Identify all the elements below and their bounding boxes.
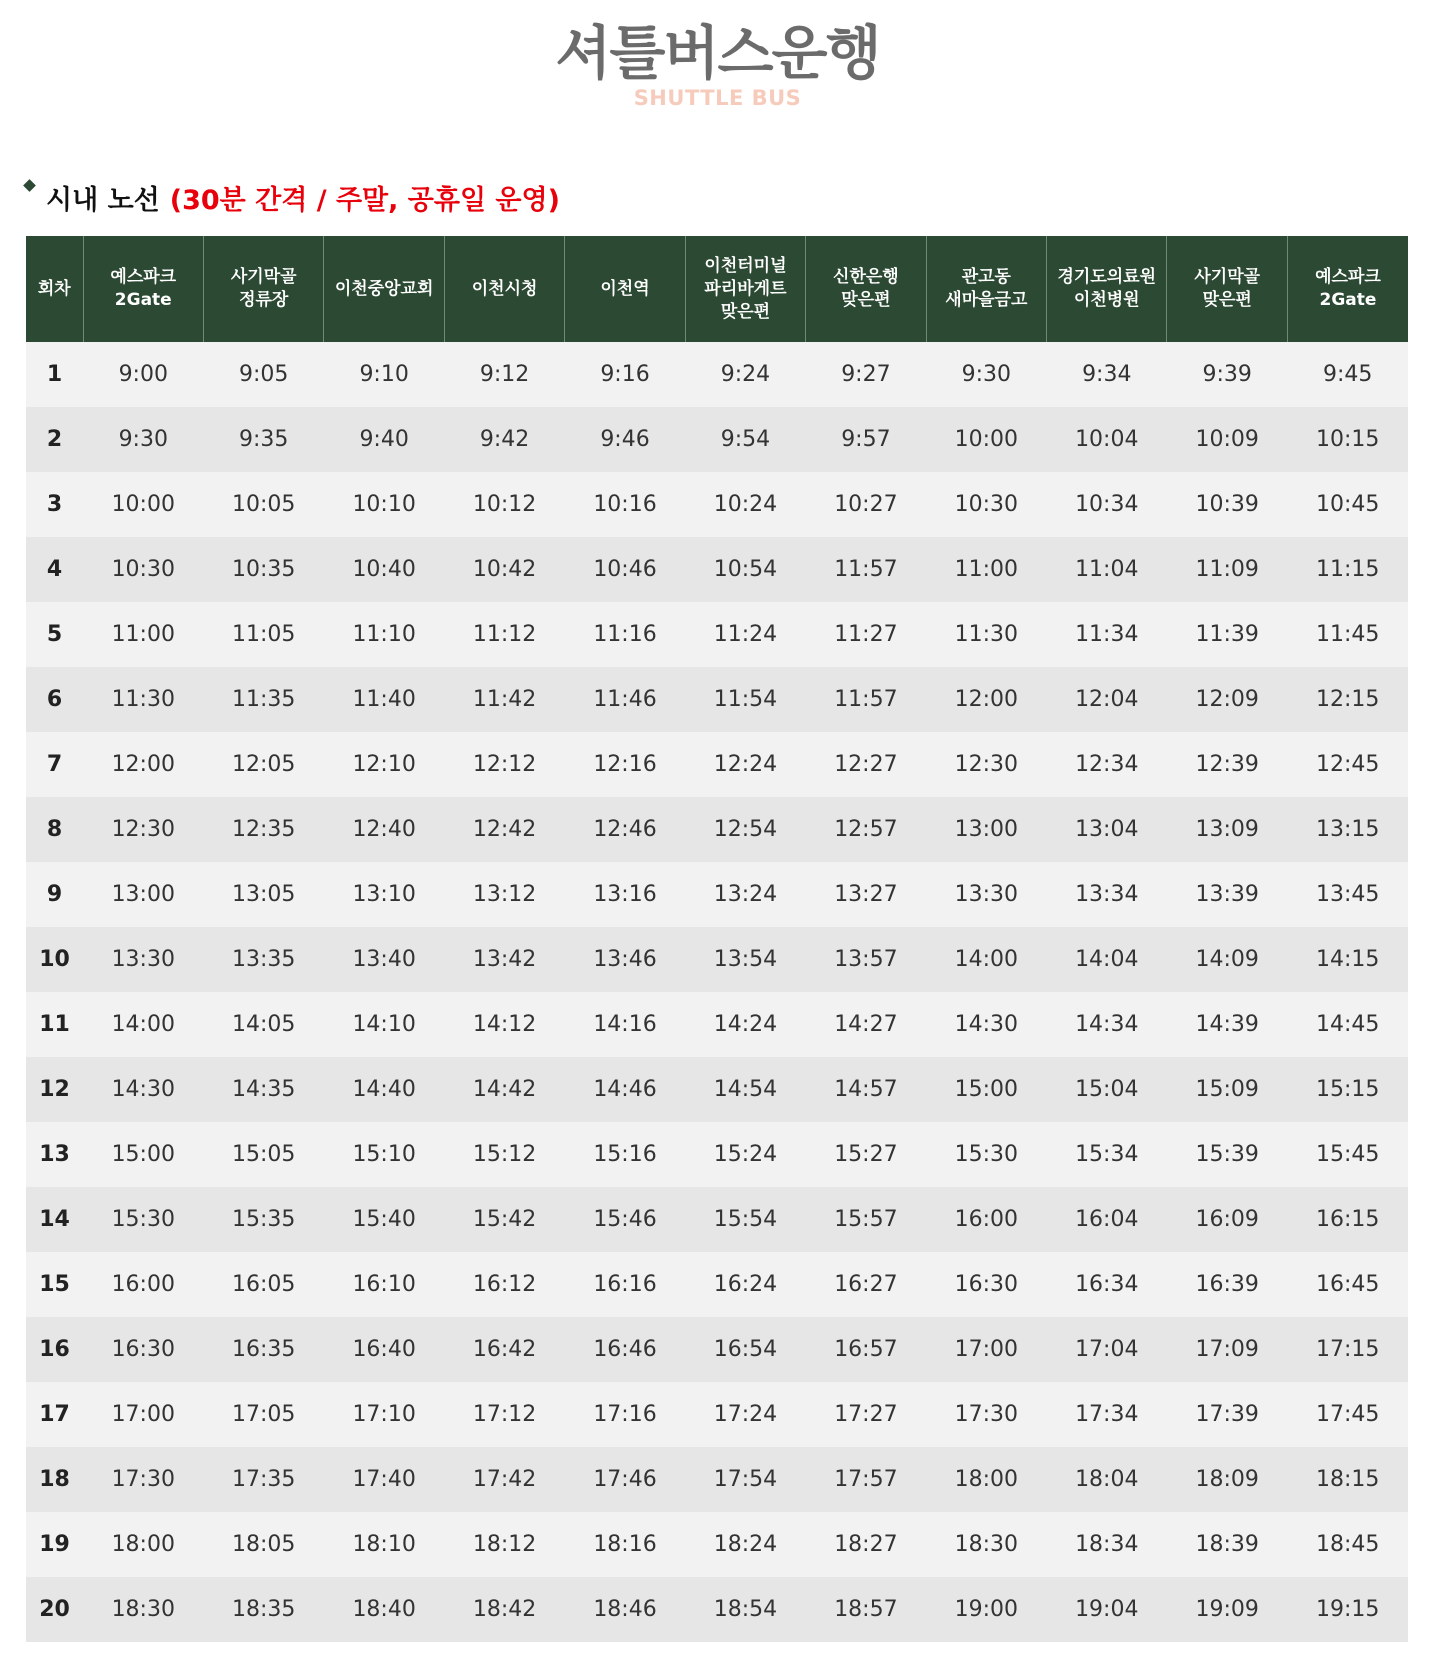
departure-time-cell: 13:54 <box>685 927 805 992</box>
departure-time-cell: 13:46 <box>565 927 685 992</box>
run-number-cell: 16 <box>26 1317 83 1382</box>
departure-time-cell: 18:15 <box>1287 1447 1408 1512</box>
departure-time-cell: 9:00 <box>83 342 203 407</box>
departure-time-cell: 18:09 <box>1167 1447 1287 1512</box>
departure-time-cell: 12:30 <box>83 797 203 862</box>
departure-time-cell: 12:57 <box>806 797 926 862</box>
departure-time-cell: 12:35 <box>203 797 323 862</box>
table-row <box>26 1447 1408 1512</box>
departure-time-cell: 9:30 <box>83 407 203 472</box>
departure-time-cell: 12:00 <box>83 732 203 797</box>
departure-time-cell: 16:30 <box>926 1252 1046 1317</box>
departure-time-cell: 17:12 <box>444 1382 564 1447</box>
column-header-stop: 경기도의료원 이천병원 <box>1047 236 1167 342</box>
run-number-cell: 9 <box>26 862 83 927</box>
page-title: 셔틀버스운행 <box>555 19 880 87</box>
departure-time-cell: 14:24 <box>685 992 805 1057</box>
departure-time-cell: 16:46 <box>565 1317 685 1382</box>
departure-time-cell: 17:10 <box>324 1382 444 1447</box>
departure-time-cell: 11:05 <box>203 602 323 667</box>
table-row <box>26 1382 1408 1447</box>
departure-time-cell: 16:34 <box>1047 1252 1167 1317</box>
run-number-cell: 7 <box>26 732 83 797</box>
departure-time-cell: 18:04 <box>1047 1447 1167 1512</box>
departure-time-cell: 9:12 <box>444 342 564 407</box>
run-number-cell: 3 <box>26 472 83 537</box>
departure-time-cell: 17:46 <box>565 1447 685 1512</box>
departure-time-cell: 12:40 <box>324 797 444 862</box>
departure-time-cell: 17:00 <box>83 1382 203 1447</box>
table-row <box>26 1057 1408 1122</box>
departure-time-cell: 13:40 <box>324 927 444 992</box>
departure-time-cell: 16:35 <box>203 1317 323 1382</box>
departure-time-cell: 16:54 <box>685 1317 805 1382</box>
departure-time-cell: 12:00 <box>926 667 1046 732</box>
departure-time-cell: 11:57 <box>806 667 926 732</box>
departure-time-cell: 13:16 <box>565 862 685 927</box>
departure-time-cell: 13:15 <box>1287 797 1408 862</box>
departure-time-cell: 18:46 <box>565 1577 685 1642</box>
departure-time-cell: 11:34 <box>1047 602 1167 667</box>
departure-time-cell: 9:54 <box>685 407 805 472</box>
departure-time-cell: 9:05 <box>203 342 323 407</box>
departure-time-cell: 12:46 <box>565 797 685 862</box>
departure-time-cell: 9:16 <box>565 342 685 407</box>
departure-time-cell: 11:00 <box>83 602 203 667</box>
departure-time-cell: 16:57 <box>806 1317 926 1382</box>
departure-time-cell: 10:00 <box>926 407 1046 472</box>
departure-time-cell: 15:09 <box>1167 1057 1287 1122</box>
departure-time-cell: 10:40 <box>324 537 444 602</box>
departure-time-cell: 14:00 <box>926 927 1046 992</box>
departure-time-cell: 17:30 <box>83 1447 203 1512</box>
departure-time-cell: 18:16 <box>565 1512 685 1577</box>
run-number-cell: 19 <box>26 1512 83 1577</box>
run-number-cell: 11 <box>26 992 83 1057</box>
table-header-row <box>26 236 1408 342</box>
departure-time-cell: 13:04 <box>1047 797 1167 862</box>
page-subtitle: SHUTTLE BUS <box>633 86 802 110</box>
departure-time-cell: 15:16 <box>565 1122 685 1187</box>
departure-time-cell: 18:27 <box>806 1512 926 1577</box>
departure-time-cell: 17:39 <box>1167 1382 1287 1447</box>
departure-time-cell: 10:54 <box>685 537 805 602</box>
departure-time-cell: 10:09 <box>1167 407 1287 472</box>
departure-time-cell: 15:00 <box>83 1122 203 1187</box>
table-row <box>26 667 1408 732</box>
departure-time-cell: 16:10 <box>324 1252 444 1317</box>
departure-time-cell: 11:45 <box>1287 602 1408 667</box>
column-header-stop: 신한은행 맞은편 <box>806 236 926 342</box>
departure-time-cell: 16:27 <box>806 1252 926 1317</box>
departure-time-cell: 14:45 <box>1287 992 1408 1057</box>
table-row <box>26 1122 1408 1187</box>
departure-time-cell: 15:42 <box>444 1187 564 1252</box>
departure-time-cell: 11:30 <box>926 602 1046 667</box>
departure-time-cell: 18:12 <box>444 1512 564 1577</box>
departure-time-cell: 10:15 <box>1287 407 1408 472</box>
departure-time-cell: 11:09 <box>1167 537 1287 602</box>
departure-time-cell: 11:54 <box>685 667 805 732</box>
departure-time-cell: 15:15 <box>1287 1057 1408 1122</box>
departure-time-cell: 17:34 <box>1047 1382 1167 1447</box>
departure-time-cell: 12:10 <box>324 732 444 797</box>
departure-time-cell: 15:54 <box>685 1187 805 1252</box>
table-row <box>26 537 1408 602</box>
section-title: 시내 노선 <box>46 185 160 216</box>
column-header-stop: 예스파크 2Gate <box>1287 236 1408 342</box>
departure-time-cell: 12:24 <box>685 732 805 797</box>
departure-time-cell: 12:09 <box>1167 667 1287 732</box>
departure-time-cell: 18:05 <box>203 1512 323 1577</box>
table-row <box>26 1512 1408 1577</box>
departure-time-cell: 9:42 <box>444 407 564 472</box>
departure-time-cell: 9:46 <box>565 407 685 472</box>
departure-time-cell: 13:57 <box>806 927 926 992</box>
departure-time-cell: 18:24 <box>685 1512 805 1577</box>
table-row <box>26 1317 1408 1382</box>
departure-time-cell: 14:34 <box>1047 992 1167 1057</box>
departure-time-cell: 19:15 <box>1287 1577 1408 1642</box>
departure-time-cell: 15:30 <box>926 1122 1046 1187</box>
departure-time-cell: 18:40 <box>324 1577 444 1642</box>
table-row <box>26 797 1408 862</box>
departure-time-cell: 11:16 <box>565 602 685 667</box>
departure-time-cell: 15:45 <box>1287 1122 1408 1187</box>
departure-time-cell: 12:45 <box>1287 732 1408 797</box>
run-number-cell: 18 <box>26 1447 83 1512</box>
departure-time-cell: 17:42 <box>444 1447 564 1512</box>
departure-time-cell: 13:30 <box>83 927 203 992</box>
departure-time-cell: 17:57 <box>806 1447 926 1512</box>
departure-time-cell: 15:57 <box>806 1187 926 1252</box>
departure-time-cell: 15:10 <box>324 1122 444 1187</box>
departure-time-cell: 10:42 <box>444 537 564 602</box>
departure-time-cell: 12:27 <box>806 732 926 797</box>
departure-time-cell: 14:30 <box>926 992 1046 1057</box>
departure-time-cell: 12:16 <box>565 732 685 797</box>
departure-time-cell: 13:34 <box>1047 862 1167 927</box>
departure-time-cell: 12:05 <box>203 732 323 797</box>
departure-time-cell: 15:27 <box>806 1122 926 1187</box>
column-header-stop: 사기막골 정류장 <box>203 236 323 342</box>
departure-time-cell: 11:46 <box>565 667 685 732</box>
column-header-stop: 이천터미널 파리바게트 맞은편 <box>685 236 805 342</box>
departure-time-cell: 14:10 <box>324 992 444 1057</box>
departure-time-cell: 13:00 <box>83 862 203 927</box>
departure-time-cell: 13:12 <box>444 862 564 927</box>
departure-time-cell: 13:42 <box>444 927 564 992</box>
departure-time-cell: 10:46 <box>565 537 685 602</box>
run-number-cell: 17 <box>26 1382 83 1447</box>
diamond-bullet-icon <box>23 179 36 192</box>
departure-time-cell: 17:30 <box>926 1382 1046 1447</box>
departure-time-cell: 16:09 <box>1167 1187 1287 1252</box>
departure-time-cell: 18:30 <box>926 1512 1046 1577</box>
departure-time-cell: 12:30 <box>926 732 1046 797</box>
departure-time-cell: 18:30 <box>83 1577 203 1642</box>
table-row <box>26 407 1408 472</box>
departure-time-cell: 12:15 <box>1287 667 1408 732</box>
departure-time-cell: 12:39 <box>1167 732 1287 797</box>
departure-time-cell: 16:04 <box>1047 1187 1167 1252</box>
departure-time-cell: 11:40 <box>324 667 444 732</box>
departure-time-cell: 16:24 <box>685 1252 805 1317</box>
departure-time-cell: 13:05 <box>203 862 323 927</box>
departure-time-cell: 12:54 <box>685 797 805 862</box>
departure-time-cell: 14:42 <box>444 1057 564 1122</box>
table-row <box>26 732 1408 797</box>
departure-time-cell: 13:39 <box>1167 862 1287 927</box>
run-number-cell: 14 <box>26 1187 83 1252</box>
departure-time-cell: 10:00 <box>83 472 203 537</box>
departure-time-cell: 15:30 <box>83 1187 203 1252</box>
departure-time-cell: 18:45 <box>1287 1512 1408 1577</box>
departure-time-cell: 18:10 <box>324 1512 444 1577</box>
departure-time-cell: 11:04 <box>1047 537 1167 602</box>
departure-time-cell: 12:12 <box>444 732 564 797</box>
departure-time-cell: 15:35 <box>203 1187 323 1252</box>
departure-time-cell: 16:12 <box>444 1252 564 1317</box>
table-row <box>26 927 1408 992</box>
departure-time-cell: 15:24 <box>685 1122 805 1187</box>
departure-time-cell: 16:00 <box>83 1252 203 1317</box>
departure-time-cell: 15:40 <box>324 1187 444 1252</box>
departure-time-cell: 9:27 <box>806 342 926 407</box>
departure-time-cell: 17:40 <box>324 1447 444 1512</box>
departure-time-cell: 10:24 <box>685 472 805 537</box>
run-number-cell: 15 <box>26 1252 83 1317</box>
departure-time-cell: 17:15 <box>1287 1317 1408 1382</box>
departure-time-cell: 17:27 <box>806 1382 926 1447</box>
shuttle-timetable <box>26 236 1408 1642</box>
departure-time-cell: 9:39 <box>1167 342 1287 407</box>
departure-time-cell: 16:15 <box>1287 1187 1408 1252</box>
run-number-cell: 2 <box>26 407 83 472</box>
departure-time-cell: 9:34 <box>1047 342 1167 407</box>
departure-time-cell: 16:16 <box>565 1252 685 1317</box>
column-header-stop: 이천역 <box>565 236 685 342</box>
departure-time-cell: 10:30 <box>83 537 203 602</box>
departure-time-cell: 9:40 <box>324 407 444 472</box>
departure-time-cell: 14:35 <box>203 1057 323 1122</box>
column-header-run: 회차 <box>26 236 83 342</box>
departure-time-cell: 14:09 <box>1167 927 1287 992</box>
departure-time-cell: 17:05 <box>203 1382 323 1447</box>
departure-time-cell: 14:12 <box>444 992 564 1057</box>
departure-time-cell: 18:42 <box>444 1577 564 1642</box>
departure-time-cell: 10:30 <box>926 472 1046 537</box>
column-header-stop: 이천중앙교회 <box>324 236 444 342</box>
departure-time-cell: 13:30 <box>926 862 1046 927</box>
departure-time-cell: 16:42 <box>444 1317 564 1382</box>
departure-time-cell: 11:15 <box>1287 537 1408 602</box>
departure-time-cell: 11:00 <box>926 537 1046 602</box>
table-row <box>26 1252 1408 1317</box>
departure-time-cell: 11:57 <box>806 537 926 602</box>
departure-time-cell: 11:39 <box>1167 602 1287 667</box>
departure-time-cell: 18:00 <box>926 1447 1046 1512</box>
departure-time-cell: 13:10 <box>324 862 444 927</box>
departure-time-cell: 9:30 <box>926 342 1046 407</box>
section-heading <box>25 178 560 217</box>
departure-time-cell: 16:00 <box>926 1187 1046 1252</box>
departure-time-cell: 11:12 <box>444 602 564 667</box>
departure-time-cell: 14:54 <box>685 1057 805 1122</box>
departure-time-cell: 9:10 <box>324 342 444 407</box>
departure-time-cell: 18:35 <box>203 1577 323 1642</box>
departure-time-cell: 11:10 <box>324 602 444 667</box>
departure-time-cell: 13:27 <box>806 862 926 927</box>
table-row <box>26 342 1408 407</box>
table-row <box>26 992 1408 1057</box>
departure-time-cell: 11:24 <box>685 602 805 667</box>
departure-time-cell: 10:04 <box>1047 407 1167 472</box>
departure-time-cell: 17:04 <box>1047 1317 1167 1382</box>
run-number-cell: 5 <box>26 602 83 667</box>
departure-time-cell: 11:30 <box>83 667 203 732</box>
departure-time-cell: 16:05 <box>203 1252 323 1317</box>
run-number-cell: 8 <box>26 797 83 862</box>
departure-time-cell: 15:12 <box>444 1122 564 1187</box>
table-row <box>26 1577 1408 1642</box>
departure-time-cell: 13:35 <box>203 927 323 992</box>
run-number-cell: 13 <box>26 1122 83 1187</box>
run-number-cell: 6 <box>26 667 83 732</box>
departure-time-cell: 14:40 <box>324 1057 444 1122</box>
departure-time-cell: 14:15 <box>1287 927 1408 992</box>
column-header-stop: 관고동 새마을금고 <box>926 236 1046 342</box>
departure-time-cell: 11:35 <box>203 667 323 732</box>
departure-time-cell: 17:35 <box>203 1447 323 1512</box>
departure-time-cell: 17:00 <box>926 1317 1046 1382</box>
departure-time-cell: 19:04 <box>1047 1577 1167 1642</box>
departure-time-cell: 9:24 <box>685 342 805 407</box>
column-header-stop: 사기막골 맞은편 <box>1167 236 1287 342</box>
departure-time-cell: 15:05 <box>203 1122 323 1187</box>
run-number-cell: 20 <box>26 1577 83 1642</box>
departure-time-cell: 18:54 <box>685 1577 805 1642</box>
departure-time-cell: 18:00 <box>83 1512 203 1577</box>
departure-time-cell: 15:46 <box>565 1187 685 1252</box>
departure-time-cell: 15:39 <box>1167 1122 1287 1187</box>
departure-time-cell: 12:42 <box>444 797 564 862</box>
table-row <box>26 602 1408 667</box>
column-header-stop: 예스파크 2Gate <box>83 236 203 342</box>
departure-time-cell: 14:39 <box>1167 992 1287 1057</box>
departure-time-cell: 11:27 <box>806 602 926 667</box>
section-note: (30분 간격 / 주말, 공휴일 운영) <box>169 185 560 216</box>
departure-time-cell: 12:34 <box>1047 732 1167 797</box>
departure-time-cell: 10:35 <box>203 537 323 602</box>
departure-time-cell: 10:05 <box>203 472 323 537</box>
departure-time-cell: 13:24 <box>685 862 805 927</box>
departure-time-cell: 14:04 <box>1047 927 1167 992</box>
departure-time-cell: 14:05 <box>203 992 323 1057</box>
table-row <box>26 862 1408 927</box>
departure-time-cell: 15:34 <box>1047 1122 1167 1187</box>
departure-time-cell: 15:04 <box>1047 1057 1167 1122</box>
run-number-cell: 12 <box>26 1057 83 1122</box>
departure-time-cell: 10:16 <box>565 472 685 537</box>
departure-time-cell: 10:27 <box>806 472 926 537</box>
departure-time-cell: 11:42 <box>444 667 564 732</box>
departure-time-cell: 12:04 <box>1047 667 1167 732</box>
departure-time-cell: 10:34 <box>1047 472 1167 537</box>
departure-time-cell: 14:30 <box>83 1057 203 1122</box>
departure-time-cell: 17:24 <box>685 1382 805 1447</box>
departure-time-cell: 10:45 <box>1287 472 1408 537</box>
departure-time-cell: 17:54 <box>685 1447 805 1512</box>
column-header-stop: 이천시청 <box>444 236 564 342</box>
departure-time-cell: 18:39 <box>1167 1512 1287 1577</box>
departure-time-cell: 16:30 <box>83 1317 203 1382</box>
run-number-cell: 4 <box>26 537 83 602</box>
departure-time-cell: 10:10 <box>324 472 444 537</box>
departure-time-cell: 19:00 <box>926 1577 1046 1642</box>
departure-time-cell: 17:16 <box>565 1382 685 1447</box>
table-row <box>26 472 1408 537</box>
table-row <box>26 1187 1408 1252</box>
departure-time-cell: 14:46 <box>565 1057 685 1122</box>
departure-time-cell: 13:45 <box>1287 862 1408 927</box>
departure-time-cell: 14:00 <box>83 992 203 1057</box>
departure-time-cell: 10:39 <box>1167 472 1287 537</box>
departure-time-cell: 19:09 <box>1167 1577 1287 1642</box>
run-number-cell: 1 <box>26 342 83 407</box>
departure-time-cell: 15:00 <box>926 1057 1046 1122</box>
departure-time-cell: 14:57 <box>806 1057 926 1122</box>
departure-time-cell: 14:27 <box>806 992 926 1057</box>
departure-time-cell: 16:39 <box>1167 1252 1287 1317</box>
departure-time-cell: 9:35 <box>203 407 323 472</box>
departure-time-cell: 16:40 <box>324 1317 444 1382</box>
departure-time-cell: 13:09 <box>1167 797 1287 862</box>
departure-time-cell: 18:57 <box>806 1577 926 1642</box>
departure-time-cell: 10:12 <box>444 472 564 537</box>
departure-time-cell: 9:45 <box>1287 342 1408 407</box>
departure-time-cell: 18:34 <box>1047 1512 1167 1577</box>
departure-time-cell: 14:16 <box>565 992 685 1057</box>
departure-time-cell: 17:09 <box>1167 1317 1287 1382</box>
departure-time-cell: 17:45 <box>1287 1382 1408 1447</box>
table-body <box>26 342 1408 1642</box>
departure-time-cell: 13:00 <box>926 797 1046 862</box>
departure-time-cell: 9:57 <box>806 407 926 472</box>
departure-time-cell: 16:45 <box>1287 1252 1408 1317</box>
run-number-cell: 10 <box>26 927 83 992</box>
